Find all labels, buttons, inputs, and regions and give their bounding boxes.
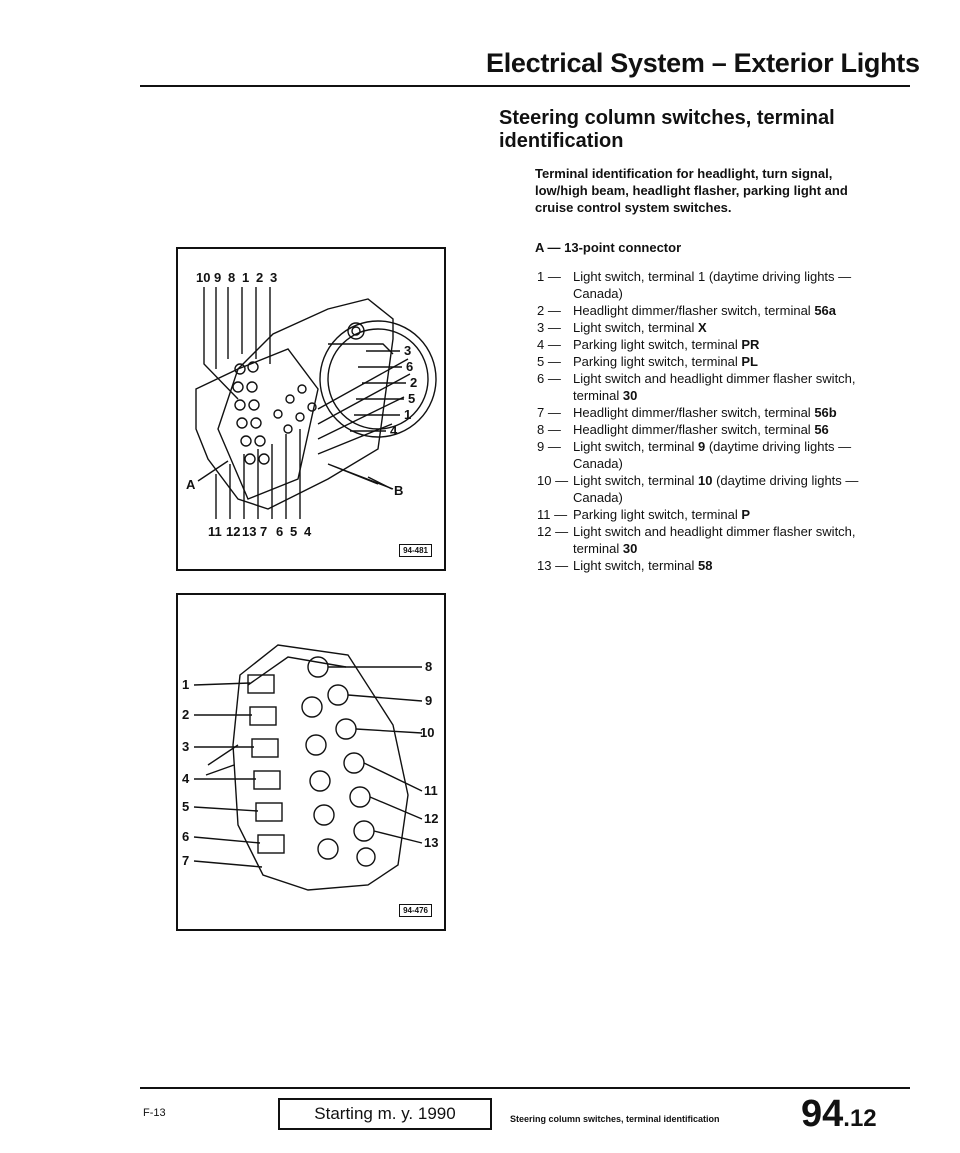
- terminal-item: [537, 506, 887, 523]
- fig2-left-label: 5: [182, 799, 190, 814]
- terminal-code: 56a: [814, 303, 837, 318]
- terminal-item: [537, 472, 887, 506]
- fig1-bottom-label: 6: [276, 524, 284, 539]
- fig2-right-label: 8: [425, 659, 433, 674]
- terminal-number: 5 —: [537, 354, 561, 369]
- fig1-bottom-label: 11: [208, 524, 222, 539]
- terminal-text: Light switch, terminal: [573, 473, 698, 488]
- terminal-number: 13 —: [537, 558, 569, 573]
- terminal-list: [537, 268, 887, 574]
- fig1-right-label: 2: [410, 375, 418, 390]
- page-number-minor: .12: [843, 1105, 877, 1132]
- terminal-code: 56b: [814, 405, 837, 420]
- terminal-number: 2 —: [537, 303, 561, 318]
- fig2-left-label: 7: [182, 853, 190, 868]
- fig1-right-label: 4: [390, 423, 398, 438]
- fig1-right-label: 1: [404, 407, 412, 422]
- terminal-code: 30: [622, 388, 638, 403]
- terminal-item: [537, 421, 887, 438]
- terminal-text: Light switch, terminal 1 (daytime driving lights — Canada): [573, 269, 852, 301]
- figure-connector-detail: [176, 593, 446, 931]
- connector-drawing: [178, 249, 444, 569]
- terminal-number: 8 —: [537, 422, 561, 437]
- terminal-text: Light switch and headlight dimmer flasher switch, terminal: [573, 371, 856, 403]
- terminal-number: 11 —: [537, 507, 568, 522]
- model-year-box: Starting m. y. 1990: [278, 1098, 492, 1130]
- fig2-right-label: 11: [424, 783, 438, 798]
- fig1-right-label: 3: [404, 343, 412, 358]
- terminal-number: 3 —: [537, 320, 561, 335]
- fig1-bottom-label: 12: [226, 524, 241, 539]
- section-title: Steering column switches, terminal identification: [499, 107, 835, 152]
- terminal-code: PL: [741, 354, 758, 369]
- terminal-item: [537, 268, 887, 302]
- fig2-left-label: 3: [182, 739, 190, 754]
- fig1-label-b: B: [394, 483, 404, 498]
- terminal-code: 9: [698, 439, 706, 454]
- terminal-text: Parking light switch, terminal: [573, 337, 742, 352]
- terminal-note: (daytime driving lights — Canada): [573, 439, 852, 471]
- terminal-item: [537, 557, 887, 574]
- figure1-code: 94-481: [399, 544, 432, 557]
- fig1-top-label: 2: [256, 270, 264, 285]
- terminal-code: 58: [698, 558, 713, 573]
- terminal-number: 6 —: [537, 371, 561, 386]
- fig2-right-label: 12: [424, 811, 439, 826]
- fig1-top-label: 1: [242, 270, 250, 285]
- terminal-note: (daytime driving lights — Canada): [573, 473, 859, 505]
- fig2-left-label: 4: [182, 771, 190, 786]
- footer-rule: [140, 1087, 910, 1089]
- figure-connector-top: [176, 247, 446, 571]
- terminal-text: Headlight dimmer/flasher switch, terminal: [573, 303, 815, 318]
- terminal-text: Parking light switch, terminal: [573, 507, 742, 522]
- fig1-top-label: 10: [196, 270, 211, 285]
- terminal-code: 30: [622, 541, 638, 556]
- terminal-item: [537, 370, 887, 404]
- fig2-left-label: 1: [182, 677, 190, 692]
- fig1-bottom-label: 4: [304, 524, 312, 539]
- terminal-item: [537, 404, 887, 421]
- terminal-code: PR: [741, 337, 760, 352]
- fig1-right-label: 6: [406, 359, 414, 374]
- fig1-bottom-label: 5: [290, 524, 298, 539]
- terminal-item: [537, 438, 887, 472]
- fig1-right-label: 5: [408, 391, 416, 406]
- terminal-item: [537, 319, 887, 336]
- page-code: F-13: [143, 1107, 166, 1119]
- connector-label: A — 13-point connector: [535, 240, 682, 255]
- terminal-text: Parking light switch, terminal: [573, 354, 742, 369]
- terminal-item: [537, 353, 887, 370]
- terminal-number: 7 —: [537, 405, 561, 420]
- fig2-left-label: 2: [182, 707, 190, 722]
- terminal-text: Headlight dimmer/flasher switch, terminal: [573, 422, 815, 437]
- terminal-code: X: [698, 320, 707, 335]
- terminal-number: 9 —: [537, 439, 561, 454]
- fig1-bottom-label: 13: [242, 524, 257, 539]
- fig1-label-a: A: [186, 477, 196, 492]
- terminal-number: 1 —: [537, 269, 561, 284]
- terminal-number: 10 —: [537, 473, 569, 488]
- terminal-text: Light switch and headlight dimmer flasher switch, terminal: [573, 524, 856, 556]
- fig1-top-label: 3: [270, 270, 278, 285]
- fig2-right-label: 9: [425, 693, 433, 708]
- terminal-item: [537, 302, 887, 319]
- fig2-right-label: 10: [420, 725, 435, 740]
- terminal-text: Light switch, terminal: [573, 439, 698, 454]
- fig1-top-label: 9: [214, 270, 222, 285]
- fig2-right-label: 13: [424, 835, 439, 850]
- intro-text: Terminal identification for headlight, turn signal, low/high beam, headlight flasher, parking light and cruise control system switches.: [535, 166, 848, 215]
- fig1-top-label: 8: [228, 270, 236, 285]
- terminal-item: [537, 523, 887, 557]
- terminal-number: 12 —: [537, 524, 569, 539]
- figure2-code: 94-476: [399, 904, 432, 917]
- terminal-code: P: [741, 507, 751, 522]
- terminal-code: 10: [698, 473, 713, 488]
- connector-detail-drawing: [178, 595, 444, 929]
- page-number-major: 94: [801, 1093, 844, 1135]
- fig1-bottom-label: 7: [260, 524, 268, 539]
- header-rule: [140, 85, 910, 87]
- footer-description: Steering column switches, terminal identification: [510, 1114, 720, 1124]
- terminal-text: Headlight dimmer/flasher switch, terminal: [573, 405, 815, 420]
- terminal-text: Light switch, terminal: [573, 320, 698, 335]
- page-header-title: Electrical System – Exterior Lights: [486, 48, 920, 78]
- terminal-item: [537, 336, 887, 353]
- fig2-left-label: 6: [182, 829, 190, 844]
- terminal-code: 56: [814, 422, 829, 437]
- terminal-text: Light switch, terminal: [573, 558, 698, 573]
- terminal-number: 4 —: [537, 337, 561, 352]
- page-number: [801, 1093, 877, 1136]
